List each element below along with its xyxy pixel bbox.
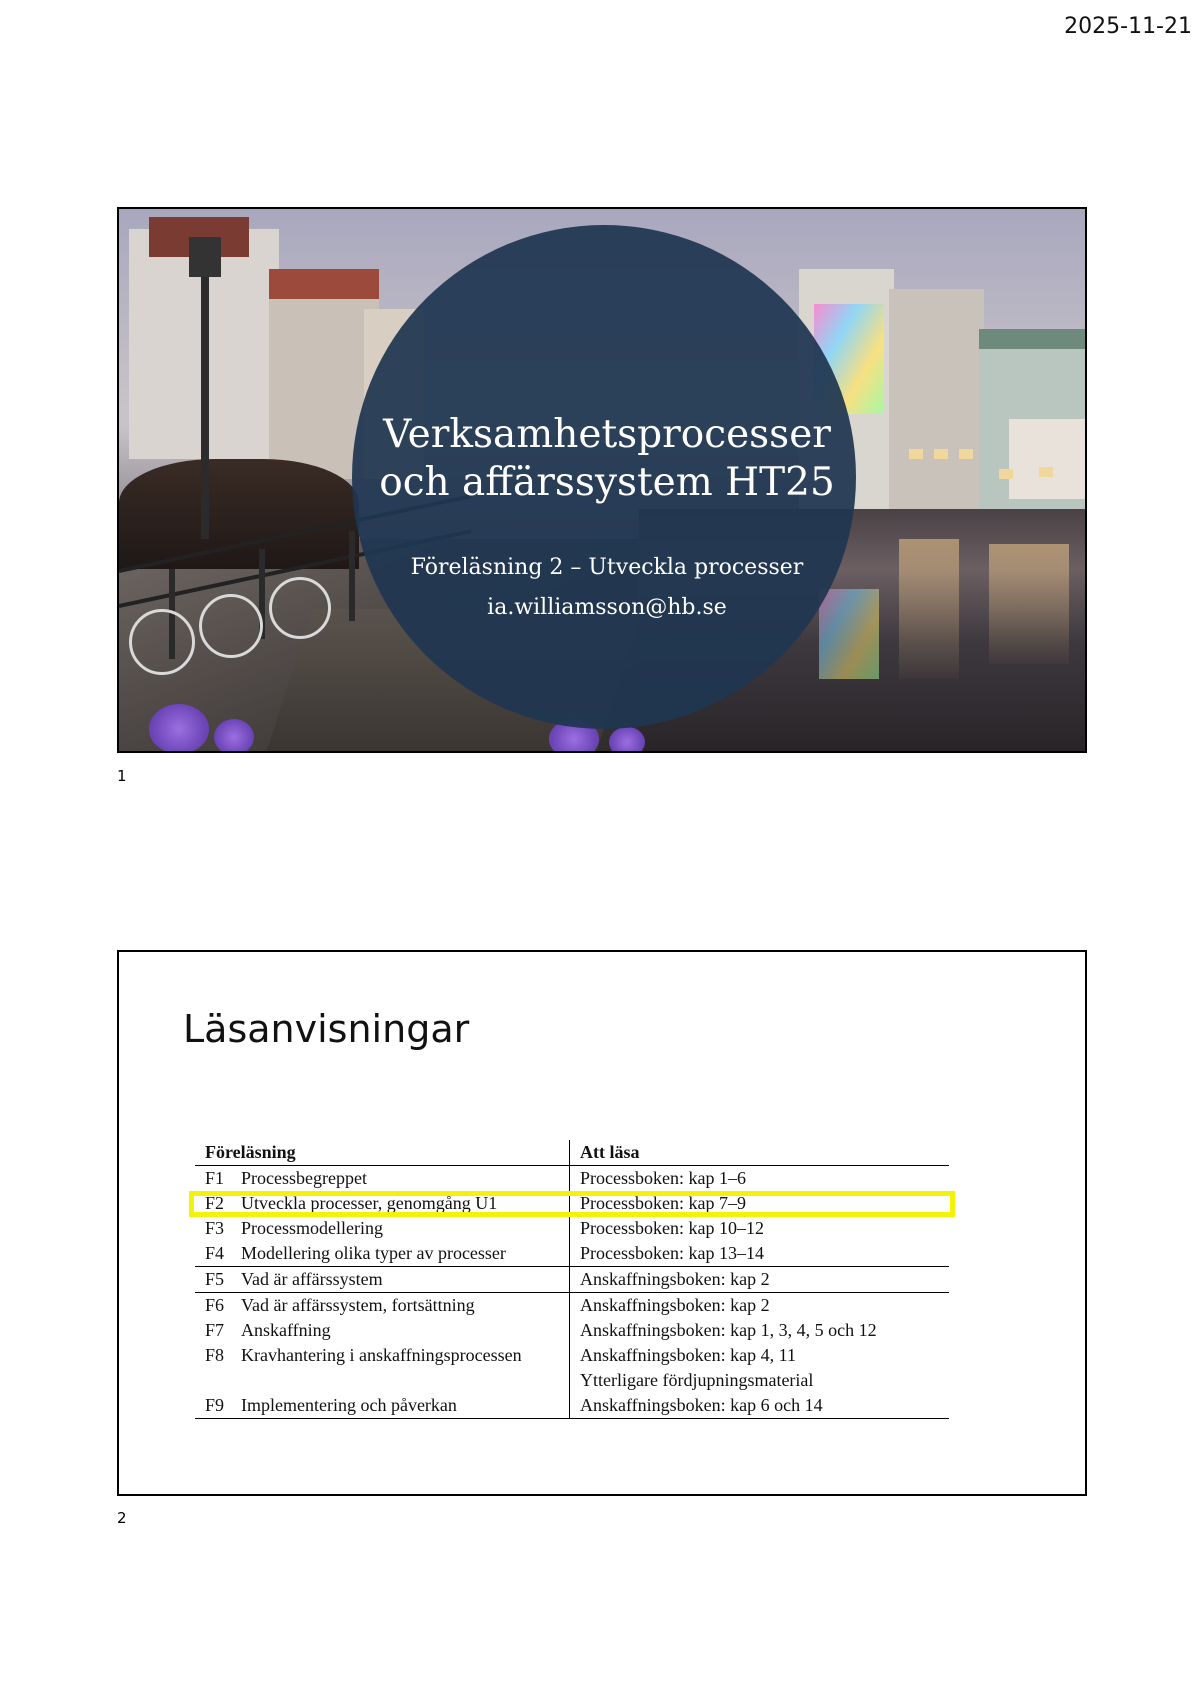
lecture-code: F1 [205, 1168, 225, 1188]
lecture-code: F7 [205, 1320, 225, 1340]
table-row [195, 1216, 949, 1241]
title-line-2: och affärssystem HT25 [379, 460, 835, 505]
lecture-code: F9 [205, 1395, 225, 1415]
table-row [195, 1343, 949, 1393]
reading-cell: Processboken: kap 1–6 [580, 1168, 746, 1188]
reading-cell: Processboken: kap 10–12 [580, 1218, 764, 1238]
lecture-code: F4 [205, 1243, 225, 1263]
table-row [195, 1393, 949, 1419]
slide-number-1: 1 [117, 767, 127, 785]
lecture-topic: Anskaffning [241, 1320, 331, 1340]
table-header-row [195, 1140, 949, 1166]
lecture-topic: Utveckla processer, genomgång U1 [241, 1193, 498, 1213]
highlight-box-f2 [189, 1191, 955, 1217]
lecture-code: F2 [205, 1193, 225, 1213]
lecture-topic: Implementering och påverkan [241, 1395, 457, 1415]
reading-cell: Anskaffningsboken: kap 1, 3, 4, 5 och 12 [580, 1320, 877, 1340]
lecture-code: F3 [205, 1218, 225, 1238]
lecture-topic: Kravhantering i anskaffningsprocessen [241, 1345, 522, 1365]
presentation-subtitle [357, 548, 857, 628]
lecture-subtitle: Föreläsning 2 – Utveckla processer [410, 555, 804, 580]
lecture-code: F5 [205, 1269, 225, 1289]
reading-cell [570, 1343, 950, 1393]
table-row [195, 1166, 949, 1192]
lecture-code: F6 [205, 1295, 225, 1315]
presentation-title [357, 411, 857, 507]
page-date: 2025-11-21 [1064, 14, 1192, 39]
title-line-1: Verksamhetsprocesser [383, 412, 831, 457]
lecture-topic: Vad är affärssystem, fortsättning [241, 1295, 475, 1315]
header-lecture: Föreläsning [195, 1140, 570, 1166]
slide-1 [117, 207, 1087, 753]
slide-2 [117, 950, 1087, 1496]
reading-extra: Ytterligare fördjupningsmaterial [580, 1370, 814, 1390]
table-row [195, 1241, 949, 1267]
lecture-topic: Processmodellering [241, 1218, 383, 1238]
lecture-topic: Processbegreppet [241, 1168, 367, 1188]
slide-number-2: 2 [117, 1509, 127, 1527]
reading-cell: Anskaffningsboken: kap 2 [580, 1295, 770, 1315]
slide-title: Läsanvisningar [183, 1007, 470, 1051]
header-reading: Att läsa [570, 1140, 950, 1166]
table-row [195, 1267, 949, 1293]
lecture-code: F8 [205, 1345, 225, 1365]
reading-cell: Anskaffningsboken: kap 6 och 14 [570, 1393, 950, 1419]
table-row [195, 1318, 949, 1343]
contact-email: ia.williamsson@hb.se [487, 595, 727, 620]
reading-cell: Anskaffningsboken: kap 2 [570, 1267, 950, 1293]
lecture-topic: Vad är affärssystem [241, 1269, 383, 1289]
reading-cell: Processboken: kap 13–14 [570, 1241, 950, 1267]
reading-main: Anskaffningsboken: kap 4, 11 [580, 1345, 796, 1365]
lecture-topic: Modellering olika typer av processer [241, 1243, 506, 1263]
reading-table [195, 1140, 949, 1419]
table-row [195, 1293, 949, 1319]
reading-cell: Processboken: kap 7–9 [580, 1193, 746, 1213]
